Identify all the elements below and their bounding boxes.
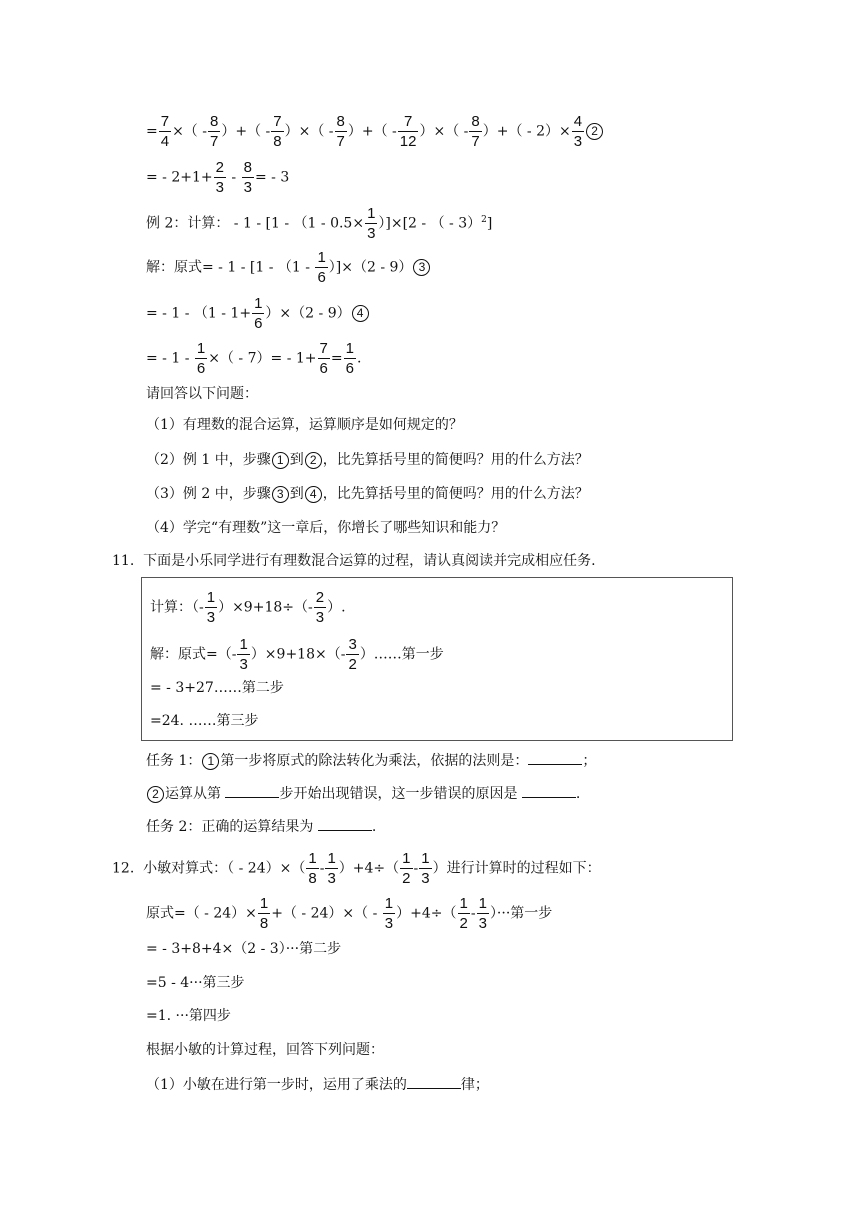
text: ）×（ - xyxy=(284,123,334,140)
fraction: $\frac{3}{2}$ xyxy=(348,636,357,673)
example1-line2 xyxy=(146,160,289,195)
questions-intro: 请回答以下问题： xyxy=(146,386,258,402)
problem12-line1 xyxy=(146,896,552,931)
box-line1 xyxy=(150,590,346,625)
answer-blank[interactable] xyxy=(522,783,576,798)
text: . xyxy=(356,350,362,367)
text: 任务 2：正确的运算结果为 xyxy=(146,819,318,835)
fraction: $\frac{7}{4}$ xyxy=(160,113,170,150)
problem-11-stem xyxy=(112,551,596,571)
fraction: $\frac{2}{3}$ xyxy=(215,159,224,196)
fraction: $\frac{1}{2}$ xyxy=(402,850,411,887)
fraction: $\frac{1}{2}$ xyxy=(459,895,468,932)
fraction: $\frac{1}{3}$ xyxy=(327,850,336,887)
task-1-part-2 xyxy=(146,783,580,804)
text: = xyxy=(330,350,343,367)
circled-number: 2 xyxy=(305,452,322,469)
text: 任务 1： xyxy=(146,753,202,769)
circled-number: 1 xyxy=(202,753,219,770)
circled-number: 2 xyxy=(586,123,603,140)
fraction: $\frac{8}{7}$ xyxy=(210,113,219,150)
fraction: $\frac{1}{3}$ xyxy=(239,636,248,673)
text: +（ - 24）×（ - xyxy=(271,905,382,922)
circled-number: 2 xyxy=(147,786,164,803)
fraction: $\frac{1}{3}$ xyxy=(421,850,430,887)
task-1 xyxy=(146,750,596,771)
text: = - 1 - （1 - 1+ xyxy=(146,305,252,322)
text: 步开始出现错误，这一步错误的原因是 xyxy=(279,786,522,802)
text: ）+4÷（ xyxy=(396,905,457,922)
question-1: （1）有理数的混合运算，运算顺序是如何规定的？ xyxy=(146,417,463,433)
text: - xyxy=(470,905,476,922)
text: = - 1 - xyxy=(146,350,194,367)
text: = - 2+1+ xyxy=(146,169,213,186)
fraction: $\frac{1}{8}$ xyxy=(308,850,317,887)
text: ）×9+18÷（- xyxy=(218,599,313,616)
text: ）+4÷（ xyxy=(338,860,400,877)
question-3 xyxy=(146,484,589,504)
text: ×（ - xyxy=(172,123,207,140)
text: . xyxy=(371,819,377,835)
example1-line1 xyxy=(146,114,604,149)
circled-number: 1 xyxy=(272,452,289,469)
fraction: $\frac{1}{3}$ xyxy=(367,205,376,242)
fraction: $\frac{1}{6}$ xyxy=(345,340,354,377)
task-2 xyxy=(146,816,376,837)
text: ×（ - 7）= - 1+ xyxy=(208,350,317,367)
box-line2 xyxy=(150,637,444,672)
text: 第一步将原式的除法转化为乘法，依据的法则是： xyxy=(220,753,529,769)
text: ）. xyxy=(327,599,346,616)
problem12-line4: =1. ···第四步 xyxy=(146,1008,231,1024)
answer-blank[interactable] xyxy=(225,783,279,798)
circled-number: 3 xyxy=(272,486,289,503)
problem-12-stem xyxy=(112,851,601,886)
problem-number: 11. xyxy=(112,553,135,569)
question-2 xyxy=(146,450,589,470)
problem12-line3: =5 - 4···第三步 xyxy=(146,975,245,991)
fraction: $\frac{8}{7}$ xyxy=(336,113,345,150)
circled-number: 4 xyxy=(352,305,369,322)
text: ）]×[2 - （ - 3） xyxy=(378,215,482,232)
text: 律； xyxy=(460,1077,489,1093)
fraction: $\frac{4}{3}$ xyxy=(573,113,583,150)
fraction: $\frac{7}{8}$ xyxy=(273,113,282,150)
text: 例 2：计算： - 1 - [1 - （1 - 0.5× xyxy=(146,215,365,232)
fraction: $\frac{8}{7}$ xyxy=(471,113,480,150)
answer-blank[interactable] xyxy=(528,750,582,765)
text: 解：原式= - 1 - [1 - （1 - xyxy=(146,259,315,276)
text: ，比先算括号里的简便吗？用的什么方法？ xyxy=(322,486,589,502)
answer-blank[interactable] xyxy=(407,1074,461,1089)
problem12-intro: 根据小敏的计算过程，回答下列问题： xyxy=(146,1042,384,1058)
text: ，比先算括号里的简便吗？用的什么方法？ xyxy=(322,452,589,468)
fraction: $\frac{1}{8}$ xyxy=(259,895,269,932)
fraction: $\frac{1}{3}$ xyxy=(384,895,394,932)
circled-number: 4 xyxy=(305,486,322,503)
problem12-question-1 xyxy=(146,1074,489,1095)
text: ）]×（2 - 9） xyxy=(328,259,413,276)
text: - xyxy=(319,860,325,877)
text: （2）例 1 中，步骤 xyxy=(146,452,271,468)
fraction: $\frac{2}{3}$ xyxy=(315,589,325,626)
text: 下面是小乐同学进行有理数混合运算的过程，请认真阅读并完成相应任务. xyxy=(143,553,596,569)
fraction: $\frac{1}{6}$ xyxy=(196,340,206,377)
fraction: $\frac{1}{6}$ xyxy=(254,295,263,332)
fraction: $\frac{1}{3}$ xyxy=(206,589,216,626)
box-line3: = - 3+27……第二步 xyxy=(150,680,284,696)
text: （3）例 2 中，步骤 xyxy=(146,486,271,502)
problem-number: 12. xyxy=(112,860,135,877)
text: 计算：（- xyxy=(150,599,204,616)
fraction: $\frac{1}{3}$ xyxy=(478,895,487,932)
question-4: （4）学完“有理数”这一章后，你增长了哪些知识和能力？ xyxy=(146,520,506,536)
box-line4: =24. ……第三步 xyxy=(150,713,259,729)
text: 小敏对算式：（ - 24）×（ xyxy=(143,860,306,877)
example2-line1 xyxy=(146,206,492,241)
problem12-line2: = - 3+8+4×（2 - 3）···第二步 xyxy=(146,941,342,957)
text: ）进行计算时的过程如下： xyxy=(432,860,601,877)
text: （1）小敏在进行第一步时，运用了乘法的 xyxy=(146,1077,407,1093)
fraction: $\frac{7}{12}$ xyxy=(399,113,417,150)
text: = xyxy=(146,123,158,140)
text: ）···第一步 xyxy=(489,905,553,922)
text: ）……第一步 xyxy=(359,646,444,663)
text: 解：原式=（- xyxy=(150,646,237,663)
text: 到 xyxy=(289,486,304,502)
fraction: $\frac{1}{6}$ xyxy=(317,249,326,286)
text: = - 3 xyxy=(254,169,290,186)
text: ）+（ - 2）× xyxy=(482,123,571,140)
text: ； xyxy=(582,753,597,769)
text: ）×（2 - 9） xyxy=(265,305,351,322)
fraction: $\frac{8}{3}$ xyxy=(243,159,252,196)
text: ）+（ - xyxy=(347,123,397,140)
text: ）×（ - xyxy=(419,123,469,140)
text: . xyxy=(575,786,581,802)
fraction: $\frac{7}{6}$ xyxy=(319,340,328,377)
answer-blank[interactable] xyxy=(318,816,372,831)
example2-line4 xyxy=(146,341,361,376)
text: 原式=（ - 24）× xyxy=(146,905,257,922)
text: ] xyxy=(486,215,493,232)
text: 运算从第 xyxy=(165,786,226,802)
example2-line2 xyxy=(146,250,431,285)
text: - xyxy=(226,169,241,186)
text: 到 xyxy=(289,452,304,468)
example2-line3 xyxy=(146,296,370,331)
circled-number: 3 xyxy=(413,259,430,276)
text: - xyxy=(413,860,419,877)
text: ）+（ - xyxy=(221,123,271,140)
exponent: 2 xyxy=(481,214,487,225)
text: ）×9+18×（- xyxy=(250,646,346,663)
